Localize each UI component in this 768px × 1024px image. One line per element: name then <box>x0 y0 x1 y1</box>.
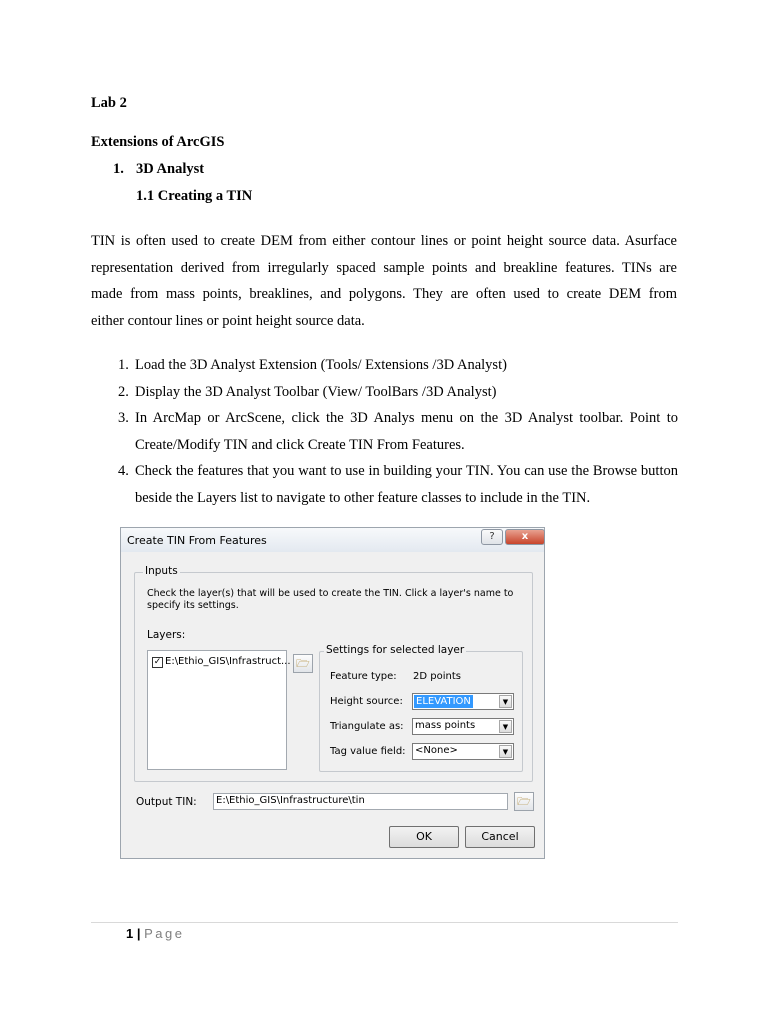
close-button[interactable]: x <box>505 529 545 545</box>
chevron-down-icon: ▼ <box>499 745 512 758</box>
steps-list <box>118 352 678 511</box>
subsubsection-title: 1.1 Creating a TIN <box>136 188 253 204</box>
output-tin-field[interactable] <box>213 793 508 810</box>
step-text: Display the 3D Analyst Toolbar (View/ ToolBars /3D Analyst) <box>135 383 497 400</box>
help-button[interactable]: ? <box>481 529 503 545</box>
triangulate-select[interactable] <box>412 718 514 735</box>
browse-layers-button[interactable] <box>293 654 313 673</box>
subsection-title: 3D Analyst <box>136 161 205 177</box>
list-item <box>118 458 678 511</box>
section-title: Extensions of ArcGIS <box>91 134 225 150</box>
step-number: 2. <box>118 383 129 400</box>
step-text: In ArcMap or ArcScene, click the 3D Analys menu on the 3D Analyst toolbar. Point to Create/Modify TIN and click Create TIN From Features. <box>135 410 678 453</box>
list-item <box>118 352 678 379</box>
step-text: Check the features that you want to use in building your TIN. You can use the Browse button beside the Layers list to navigate to other feature classes to include in the TIN. <box>135 463 678 506</box>
step-number: 3. <box>118 410 129 426</box>
create-tin-dialog <box>120 527 545 859</box>
output-tin-label: Output TIN: <box>136 796 197 808</box>
layer-checkbox[interactable]: ✓ <box>153 657 162 667</box>
intro-line: TIN is often used to create DEM from either contour lines or point height source data. Asurface <box>91 233 677 249</box>
ok-button[interactable]: OK <box>389 826 459 848</box>
list-item <box>118 405 678 458</box>
browse-output-button[interactable] <box>514 792 534 811</box>
intro-paragraph <box>91 228 677 335</box>
inputs-legend: Inputs <box>145 565 178 577</box>
page-number: 1 <box>126 926 134 941</box>
tag-value-select[interactable] <box>412 743 514 760</box>
intro-line: made from mass points, breaklines, and polygons. They are often used to create DEM from <box>91 286 677 303</box>
chevron-down-icon: ▼ <box>499 720 512 733</box>
height-source-select[interactable] <box>412 693 514 710</box>
settings-legend: Settings for selected layer <box>326 644 465 656</box>
instructions-text: Check the layer(s) that will be used to create the TIN. Click a layer's name to specify its settings. <box>147 588 514 611</box>
intro-line: either contour lines or point height source data. <box>91 313 365 330</box>
feature-type-value: 2D points <box>413 671 461 682</box>
layers-label: Layers: <box>147 629 186 641</box>
dialog-title: Create TIN From Features <box>127 534 267 547</box>
output-tin-value: E:\Ethio_GIS\Infrastructure\tin <box>216 795 365 806</box>
height-source-value: ELEVATION <box>416 696 471 707</box>
open-folder-icon: 🗁 <box>517 795 531 808</box>
tag-value-value: <None> <box>415 745 458 756</box>
page-word: Page <box>144 926 185 941</box>
page-footer <box>126 926 185 941</box>
tag-value-label: Tag value field: <box>330 746 406 757</box>
page-separator: | <box>136 926 141 941</box>
step-text: Load the 3D Analyst Extension (Tools/ Extensions /3D Analyst) <box>135 357 507 373</box>
open-folder-icon: 🗁 <box>296 657 310 670</box>
height-source-label: Height source: <box>330 696 403 707</box>
footer-divider <box>91 922 678 923</box>
layer-item-label[interactable]: E:\Ethio_GIS\Infrastruct... <box>165 656 291 667</box>
step-number: 4. <box>118 463 129 479</box>
intro-line: representation derived from irregularly spaced sample points and breakline features. TINs are <box>91 259 677 276</box>
lab-title: Lab 2 <box>91 95 127 111</box>
triangulate-value: mass points <box>415 720 476 731</box>
subsection-number: 1. <box>113 161 124 177</box>
triangulate-label: Triangulate as: <box>330 721 404 732</box>
step-number: 1. <box>118 357 129 373</box>
dialog-titlebar <box>121 528 544 552</box>
feature-type-label: Feature type: <box>330 671 397 682</box>
chevron-down-icon: ▼ <box>499 695 512 708</box>
list-item <box>118 379 678 406</box>
layers-listbox[interactable] <box>147 650 291 770</box>
cancel-button[interactable]: Cancel <box>465 826 535 848</box>
